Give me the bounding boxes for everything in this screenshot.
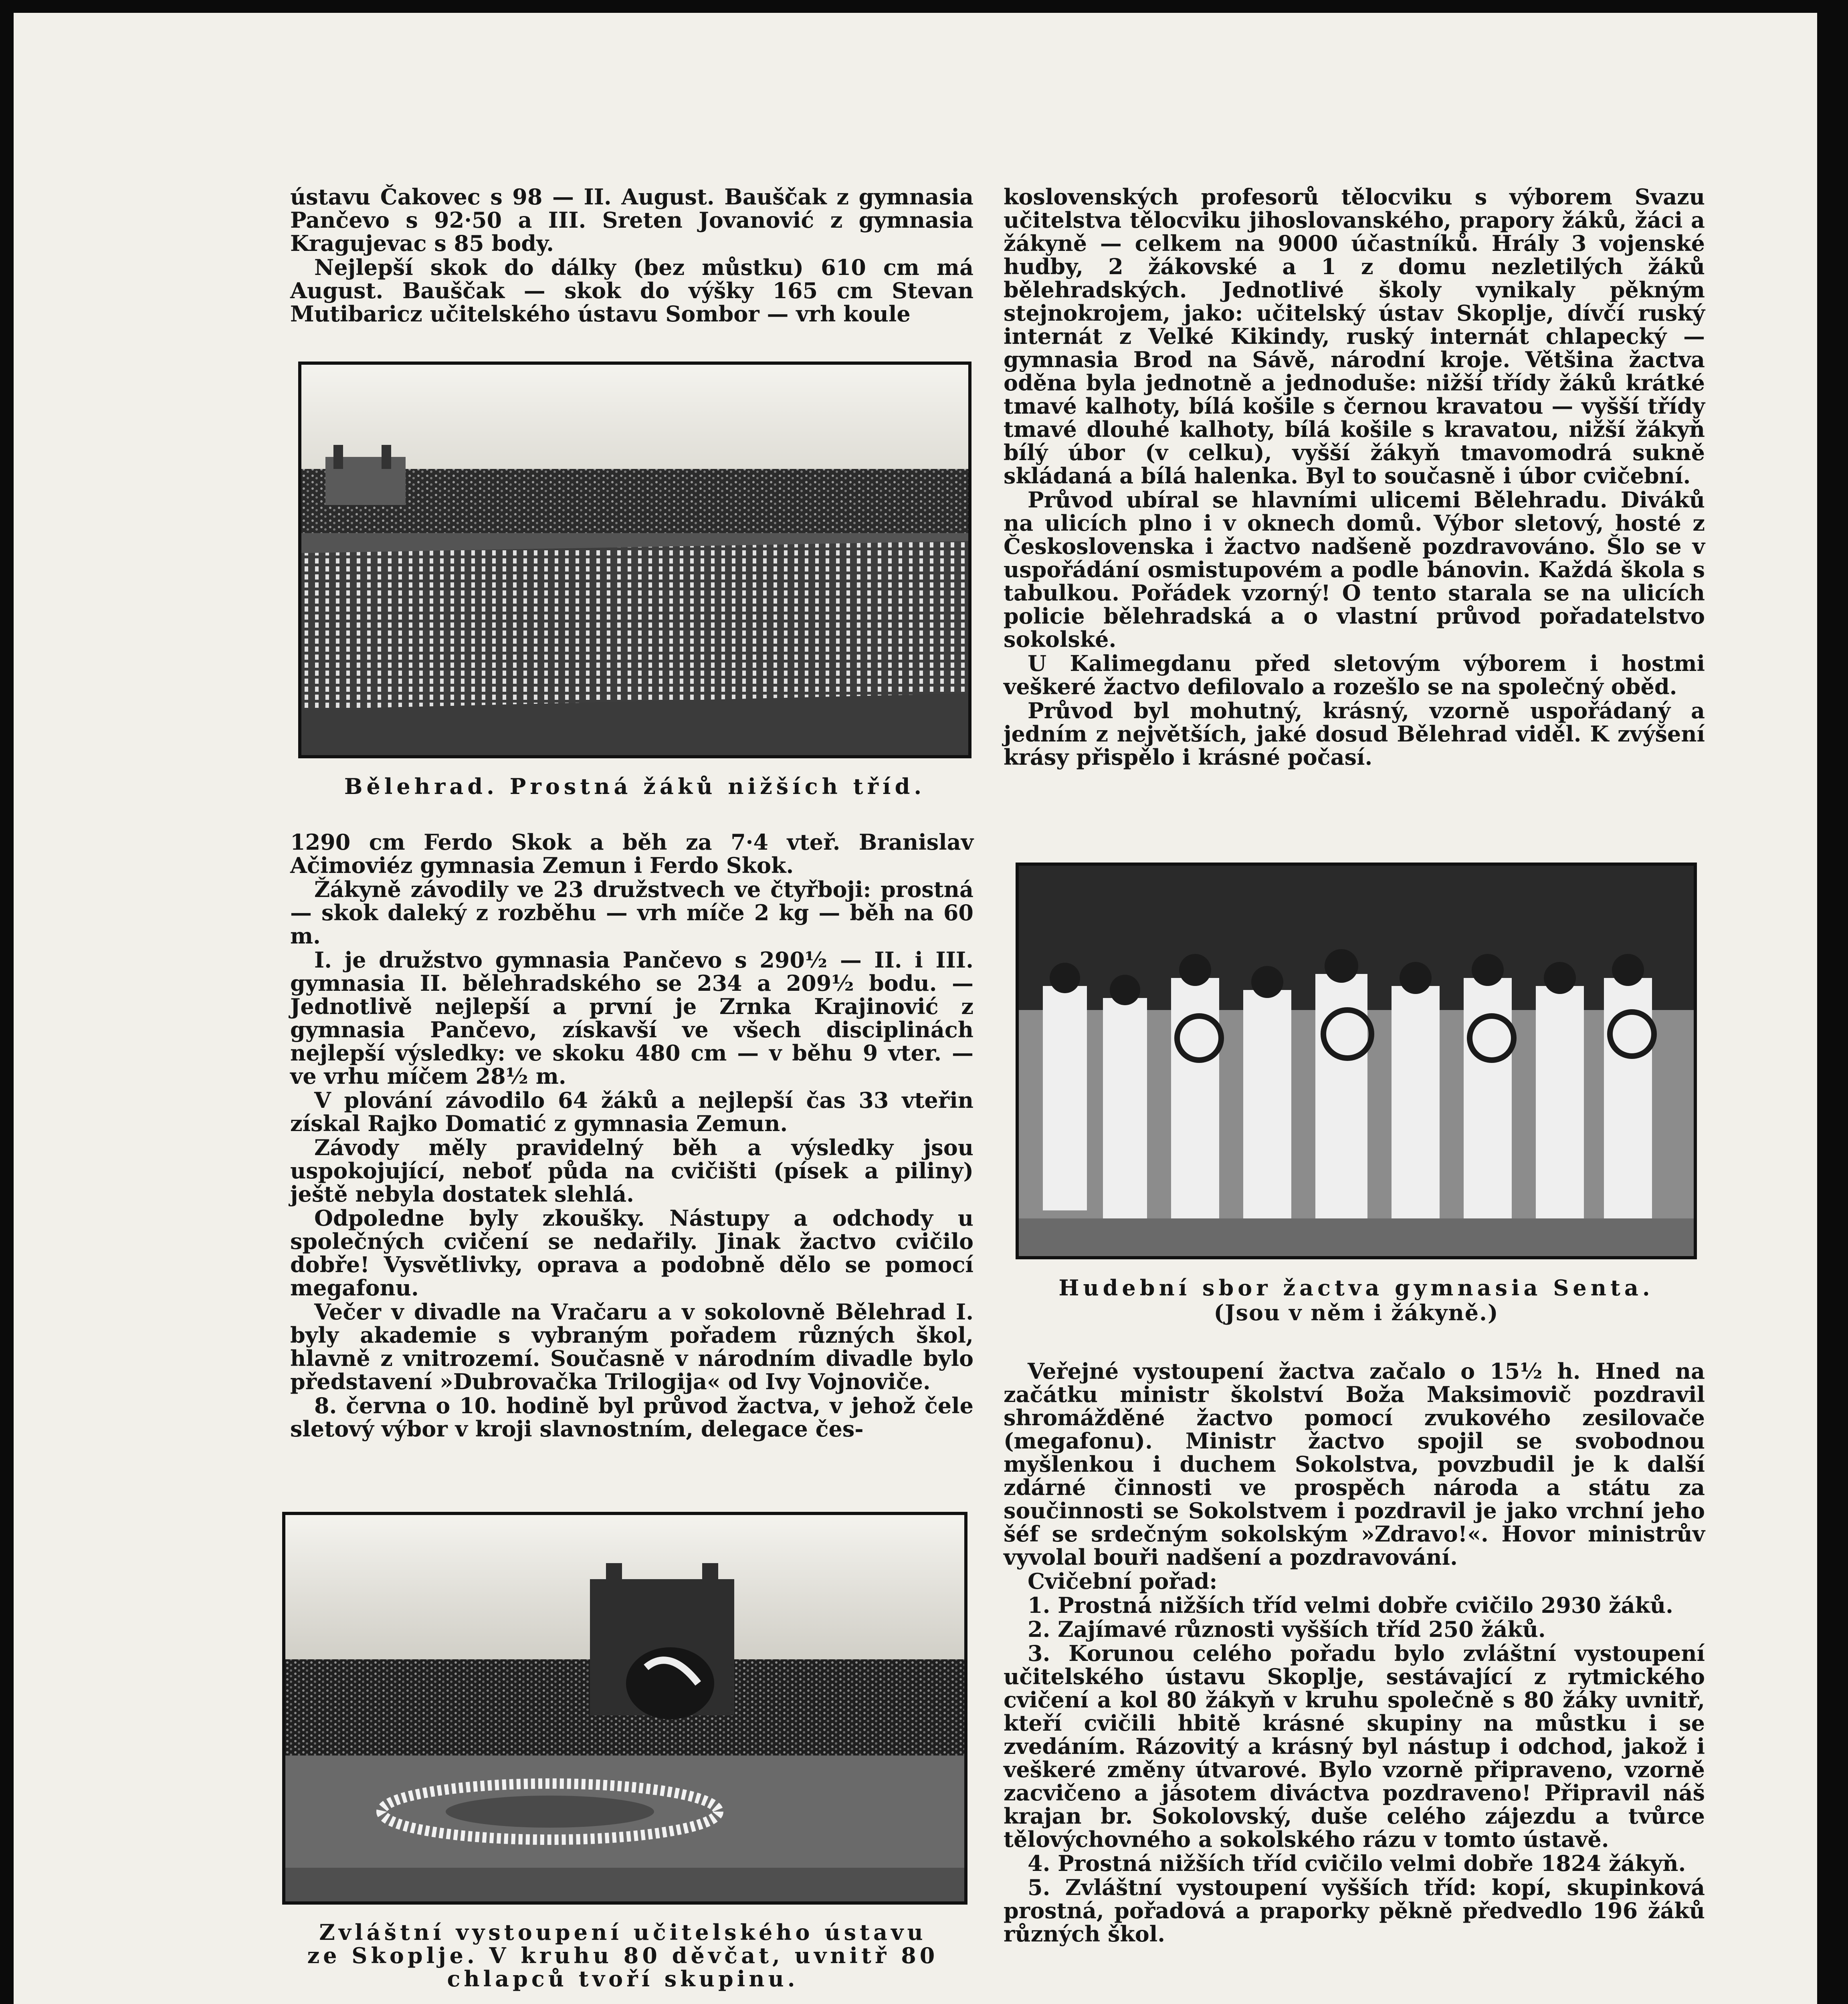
- caption-line: Hudební sbor žactva gymnasia Senta.: [1058, 1275, 1654, 1301]
- paragraph: 1. Prostná nižších tříd velmi dobře cvičilo 2930 žáků.: [1028, 1592, 1673, 1618]
- paragraph: Závody měly pravidelný běh a výsledky jsou uspokojující, neboť půda na cvičišti (písek a piliny) ještě nebyla dostatek slehlá.: [290, 1135, 973, 1207]
- paragraph: 8. června o 10. hodině byl průvod žactva, v jehož čele sletový výbor v kroji slavnostním, delegace čes-: [290, 1393, 973, 1442]
- left-column-bottom-text: [290, 830, 973, 1440]
- paragraph: Žákyně závodily ve 23 družstvech ve čtyřboji: prostná — skok daleký z rozběhu — vrh míče 2 kg — běh na 60 m.: [290, 877, 973, 949]
- paragraph: V plování závodilo 64 žáků a nejlepší čas 33 vteřin získal Rajko Domatić z gymnasia Zemun.: [290, 1087, 973, 1136]
- paragraph: 5. Zvláštní vystoupení vyšších tříd: kopí, skupinková prostná, pořadová a praporky pěkně předvedlo 196 žáků různých škol.: [1004, 1875, 1705, 1947]
- paragraph: Nejlepší skok do dálky (bez můstku) 610 cm má August. Bauščak — skok do výšky 165 cm Stevan Mutibaricz učitelského ústavu Sombor — vrh koule: [290, 255, 973, 327]
- photo-skoplje-performance-image: [285, 1515, 964, 1901]
- paragraph: Cvičební pořad:: [1028, 1568, 1218, 1594]
- right-column-bottom-text: [1004, 1360, 1705, 1945]
- caption-music-band: [1008, 1275, 1705, 1325]
- photo-music-band-image: [1019, 866, 1694, 1256]
- photo-mass-exercise: [298, 362, 971, 758]
- caption-line: ze Skoplje. V kruhu 80 děvčat, uvnitř 80: [307, 1943, 939, 1968]
- paragraph: I. je družstvo gymnasia Pančevo s 290½ — II. i III. gymnasia II. bělehradského se 234 a 209½ bodu. — Jednotlivě nejlepší a první je Zrnka Krajinović z gymnasia Pančevo, získavší ve všech disciplinách nejlepší výsledky: ve skoku 480 cm — v běhu 9 vter. — ve vrhu míčem 28½ m.: [290, 947, 973, 1089]
- paragraph: Průvod ubíral se hlavními ulicemi Bělehradu. Diváků na ulicích plno i v oknech domů. Výbor sletový, hosté z Československa i žactvo nadšeně pozdravováno. Šlo se v uspořádání osmistupovém a podle bánovin. Každá škola s tabulkou. Pořádek vzorný! O tento starala se na ulicích policie bělehradská a o vlastní průvod pořadatelstvo sokolské.: [1004, 487, 1705, 652]
- photo-music-band: [1016, 863, 1697, 1259]
- paragraph: 3. Korunou celého pořadu bylo zvláštní vystoupení učitelského ústavu Skoplje, sestávající z rytmického cvičení a kol 80 žákyň v kruhu společně s 80 žáky uvnitř, kteří cvičili hbitě krásné skupiny na můstku i se zvedáním. Rázovitý a krásný byl nástup i odchod, jakož i veškeré změny útvarové. Bylo vzorně připraveno, vzorně zacvičeno a jásotem diváctva pozdraveno! Připravil náš krajan br. Sokolovský, duše celého zájezdu a tvůrce tělovýchovného a sokolského rázu v tomto ústavě.: [1004, 1640, 1705, 1852]
- paragraph: Odpoledne byly zkoušky. Nástupy a odchody u společných cvičení se nedařily. Jinak žactvo cvičilo dobře! Vysvětlivky, oprava a podobně dělo se pomocí megafonu.: [290, 1205, 973, 1301]
- paragraph: 4. Prostná nižších tříd cvičilo velmi dobře 1824 žákyň.: [1028, 1850, 1686, 1876]
- paragraph: 1290 cm Ferdo Skok a běh za 7·4 vteř. Branislav Ačimoviéz gymnasia Zemun i Ferdo Skok.: [290, 829, 973, 878]
- caption-mass-exercise: Bělehrad. Prostná žáků nižších tříd.: [344, 774, 926, 799]
- photo-skoplje-performance: [282, 1512, 967, 1905]
- paragraph: Večer v divadle na Vračaru a v sokolovně Bělehrad I. byly akademie s vybraným pořadem různých škol, hlavně z vnitrozemí. Současně v národním divadle bylo představení »Dubrovačka Trilogija« od Ivy Vojnoviče.: [290, 1299, 973, 1394]
- paragraph: ústavu Čakovec s 98 — II. August. Bauščak z gymnasia Pančevo s 92·50 a III. Sreten Jovanović z gymnasia Kragujevac s 85 body.: [290, 184, 973, 256]
- paragraph: U Kalimegdanu před sletovým výborem i hostmi veškeré žactvo defilovalo a rozešlo se na společný oběd.: [1004, 650, 1705, 699]
- paragraph: Průvod byl mohutný, krásný, vzorně uspořádaný a jedním z největších, jaké dosud Bělehrad viděl. K zvýšení krásy přispělo i krásné počasí.: [1004, 698, 1705, 770]
- magazine-page: [14, 13, 1817, 2004]
- caption-line: chlapců tvoří skupinu.: [447, 1966, 799, 1992]
- caption-line: Zvláštní vystoupení učitelského ústavu: [319, 1919, 927, 1945]
- caption-line: (Jsou v něm i žákyně.): [1214, 1300, 1499, 1325]
- paragraph: Veřejné vystoupení žactva začalo o 15½ h. Hned na začátku ministr školství Boža Maksimovič pozdravil shromážděné žactvo pomocí zvukového zesilovače (megafonu). Ministr žactvo spojil se svobodnou myšlenkou i duchem Sokolstva, povzbudil je k další zdárné činnosti ve prospěch národa a státu za součinnosti se Sokolstvem i pozdravil je jako vrchní jeho šéf se srdečným sokolským »Zdravo!«. Hovor ministrův vyvolal bouři nadšení a pozdravování.: [1004, 1358, 1705, 1570]
- photo-mass-exercise-image: [301, 365, 968, 755]
- paragraph: 2. Zajímavé různosti vyšších tříd 250 žáků.: [1028, 1616, 1546, 1642]
- right-column-top-text: [1004, 185, 1705, 769]
- caption-skoplje-performance: [270, 1921, 976, 1990]
- left-column-top-text: [290, 185, 973, 325]
- paragraph: koslovenských profesorů tělocviku s výborem Svazu učitelstva tělocviku jihoslovanského, prapory žáků, žáci a žákyně — celkem na 9000 účastníků. Hrály 3 vojenské hudby, 2 žákovské a 1 z domu nezletilých žáků bělehradských. Jednotlivé školy vynikaly pěkným stejnokrojem, jako: učitelský ústav Skoplje, dívčí ruský internát z Velké Kikindy, ruský internát chlapecký — gymnasia Brod na Sávě, národní kroje. Většina žactva oděna byla jednotně a jednoduše: nižší třídy žáků krátké tmavé kalhoty, bílá košile s černou kravatou — vyšší třídy tmavé dlouhé kalhoty, bílá košile s kravatou, nižší žákyň bílý úbor (v celku), vyšší žákyň tmavomodrá sukně skládaná a bílá halenka. Byl to současně i úbor cvičební.: [1004, 184, 1705, 489]
